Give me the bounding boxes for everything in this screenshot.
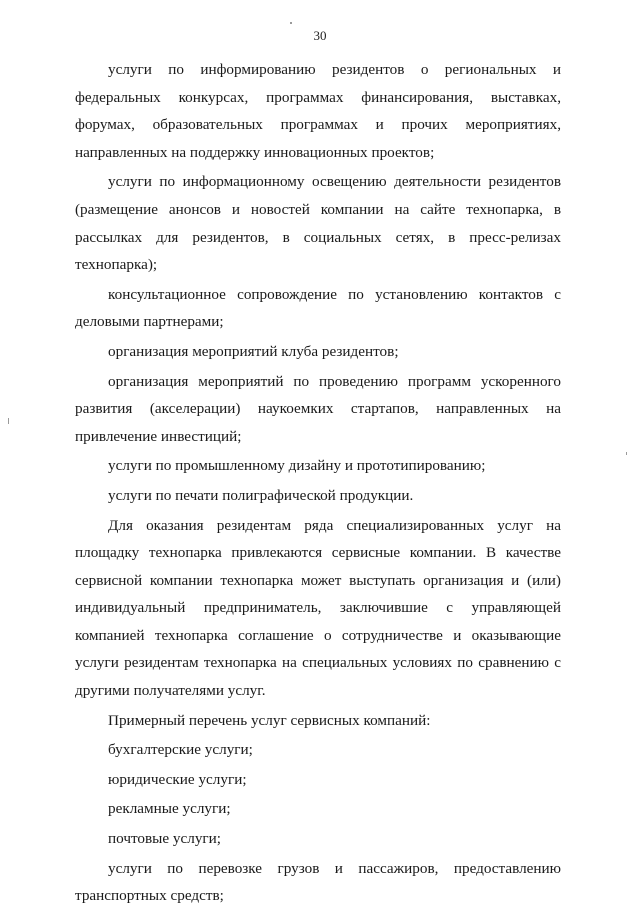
document-body [75, 56, 561, 910]
list-item-accounting: бухгалтерские услуги; [108, 741, 253, 759]
scan-speck [290, 22, 292, 24]
paragraph-service-list-heading: Примерный перечень услуг сервисных компаний: [108, 711, 431, 729]
paragraph-service-companies: Для оказания резидентам ряда специализированных услуг на площадку технопарка привлекаются сервисные компании. В качестве сервисной компании технопарка может выступать организация и (или) индивидуальный предприниматель, заключившие с управляющей компанией технопарка соглашение о сотрудничестве и оказывающие услуги резидентам технопарка на специальных условиях по сравнению с другими получателями услуг. [75, 516, 561, 700]
scan-speck [8, 418, 9, 424]
paragraph-design-prototyping: услуги по промышленному дизайну и прототипированию; [108, 457, 486, 475]
paragraph-media-coverage: услуги по информационному освещению деятельности резидентов (размещение анонсов и новостей компании на сайте технопарка, в рассылках для резидентов, в социальных сетях, в пресс-релизах технопарка); [75, 173, 561, 274]
paragraph-information-services: услуги по информированию резидентов о региональных и федеральных конкурсах, программах финансирования, выставках, форумах, образовательных программах и прочих мероприятиях, направленных на поддержку инновационных проектов; [75, 61, 561, 161]
paragraph-acceleration: организация мероприятий по проведению программ ускоренного развития (акселерации) наукоемких стартапов, направленных на привлечение инвестиций; [75, 372, 561, 445]
paragraph-resident-club: организация мероприятий клуба резидентов; [108, 342, 399, 360]
paragraph-consulting: консультационное сопровождение по установлению контактов с деловыми партнерами; [75, 285, 561, 331]
scan-speck [626, 452, 627, 455]
page-number: 30 [313, 28, 327, 43]
list-item-transport: услуги по перевозке грузов и пассажиров, предоставлению транспортных средств; [75, 859, 561, 905]
list-item-postal: почтовые услуги; [108, 830, 221, 848]
list-item-advertising: рекламные услуги; [108, 800, 231, 818]
list-item-legal: юридические услуги; [108, 770, 247, 788]
paragraph-printing: услуги по печати полиграфической продукции. [108, 486, 414, 504]
